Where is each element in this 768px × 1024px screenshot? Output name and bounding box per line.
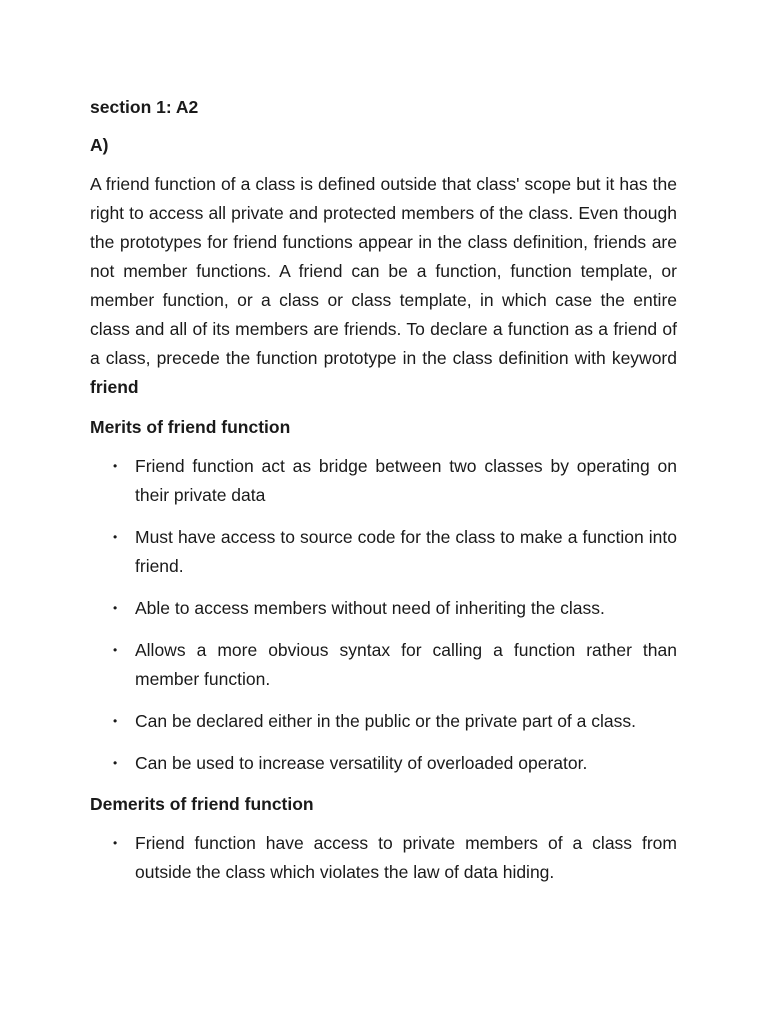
merits-list (90, 452, 677, 778)
bullet-icon: • (113, 530, 118, 544)
list-item: • Allows a more obvious syntax for calling a function rather than member function. (90, 636, 677, 694)
document-page (90, 94, 677, 900)
list-item: • Must have access to source code for the class to make a function into friend. (90, 523, 677, 581)
keyword-friend: friend (90, 377, 139, 397)
section-title: section 1: A2 (90, 97, 199, 117)
list-item: • Able to access members without need of inheriting the class. (90, 594, 677, 623)
bullet-icon: • (113, 643, 118, 657)
bullet-icon: • (113, 601, 118, 615)
merits-heading: Merits of friend function (90, 417, 291, 437)
intro-paragraph (90, 170, 677, 402)
bullet-icon: • (113, 836, 118, 850)
bullet-icon: • (113, 714, 118, 728)
list-item: • Friend function have access to private members of a class from outside the class which violates the law of data hiding. (90, 829, 677, 887)
intro-text: A friend function of a class is defined outside that class' scope but it has the right to access all private and protected members of the class. Even though the prototypes for friend functions appear in the class definition, friends are not member functions. A friend can be a function, function template, or member function, or a class or class template, in which case the entire class and all of its members are friends. To declare a function as a friend of a class, precede the function prototype in the class definition with keyword (90, 174, 677, 368)
list-item: • Can be declared either in the public or the private part of a class. (90, 707, 677, 736)
list-item: • Friend function act as bridge between two classes by operating on their private data (90, 452, 677, 510)
part-label: A) (90, 135, 109, 155)
demerits-heading: Demerits of friend function (90, 794, 314, 814)
bullet-icon: • (113, 459, 118, 473)
demerits-list (90, 829, 677, 887)
list-item: • Can be used to increase versatility of overloaded operator. (90, 749, 677, 778)
bullet-icon: • (113, 756, 118, 770)
